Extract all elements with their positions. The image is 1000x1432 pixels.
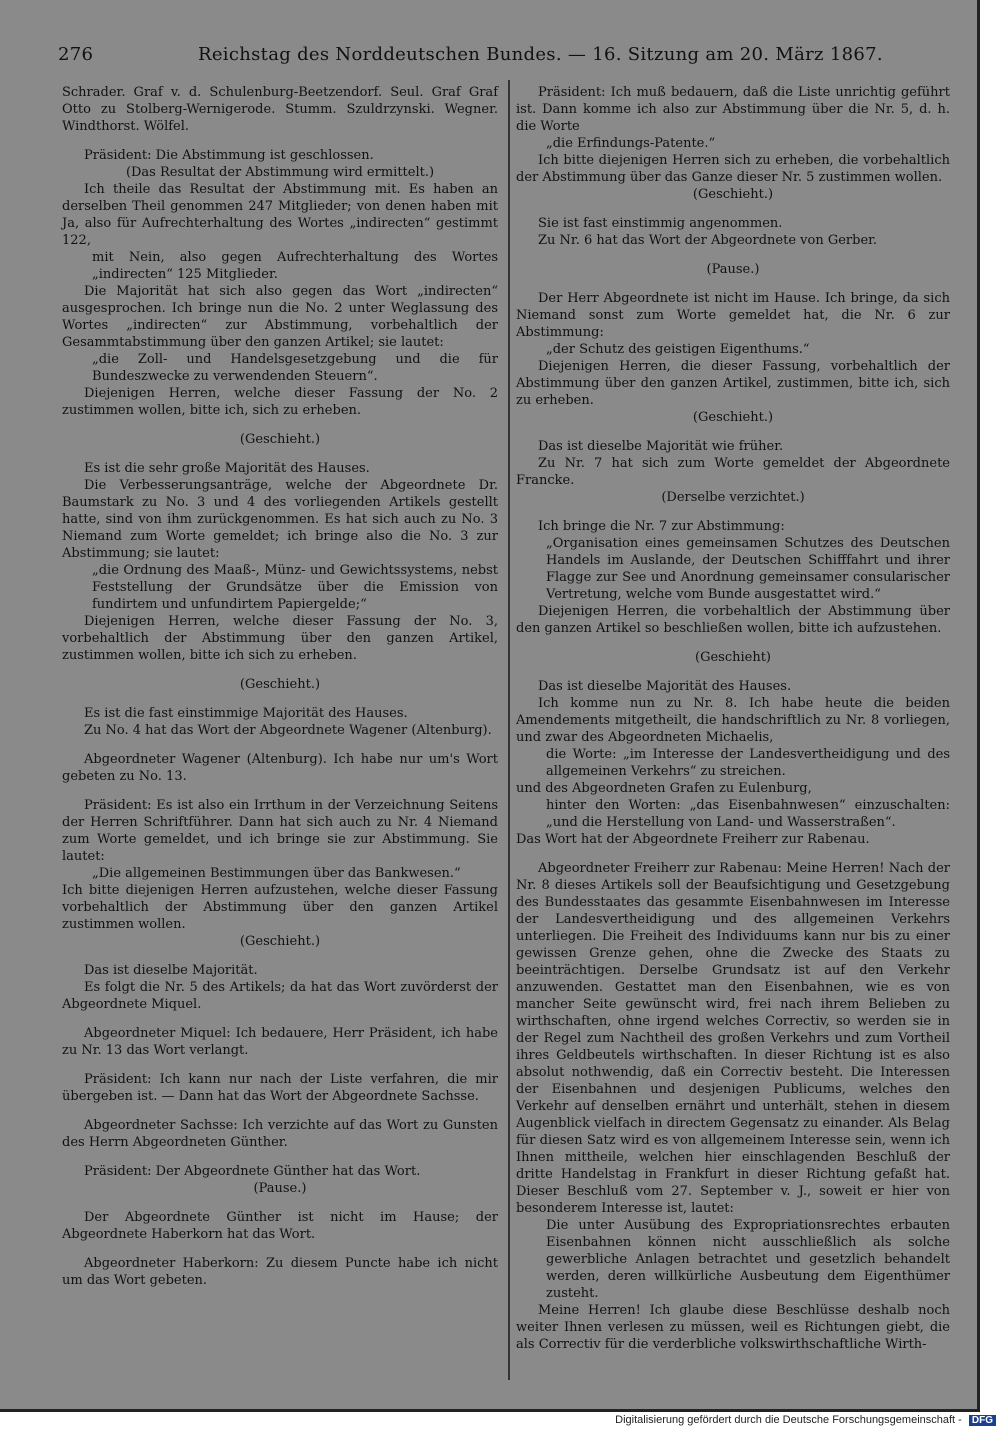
paragraph: Abgeordneter Freiherr zur Rabenau: Meine Herren! Nach der Nr. 8 dieses Artikels soll der Beaufsichtigung und Gesetzgebung des Bundesstaates das gesammte Eisenbahnwesen im Interesse der Landesvertheidigung und des allgemeinen Verkehrs unterliegen. Die Freiheit des Individuums kann nur bis zu einer gewissen Grenze gehen, ohne die Zwecke des Staats zu beeinträchtigen. Derselbe Grundsatz ist auf den Verkehr anzuwenden. Gestattet man den Eisenbahnen, wie es von mancher Seite gewünscht wird, frei nach ihrem Belieben zu wirthschaften, ohne irgend welches Correctiv, so werden sie in der Regel zum Nachtheil des großen Verkehrs und zum Vortheil ihres Geldbeutels wirthschaften. In dieser Richtung ist es also absolut nothwendig, daß ein Correctiv besteht. Die Interessen der Eisenbahnen und desjenigen Publicums, welches den Verkehr auf denselben ernährt und unterhält, stehen in diesem Augenblick vielfach in directem Gegensatz zu einander. Als Belag für diesen Satz wird es von allgemeinem Interesse sein, wenn ich Ihnen mittheile, welchen hier einschlagenden Beschluß der dritte Handelstag in Frankfurt in dieser Richtung gefaßt hat. Dieser Beschluß vom 27. September v. J., soweit er hier von besonderem Interesse ist, lautet:: [516, 861, 950, 1216]
column-divider: [508, 80, 510, 1380]
digitization-credit: [600, 1414, 1000, 1432]
paragraph: Ich bringe die Nr. 7 zur Abstimmung:: [538, 519, 785, 534]
paragraph: Präsident: Es ist also ein Irrthum in der Verzeichnung Seitens der Herren Schriftführer. Dann hat sich auch zu Nr. 4 Niemand zum Worte gemeldet, und ich bringe sie zur Abstimmung. Sie lautet:: [62, 798, 498, 864]
stage-direction: (Pause.): [253, 1181, 307, 1196]
paragraph: Die Verbesserungsanträge, welche der Abgeordnete Dr. Baumstark zu No. 3 und 4 des vorliegenden Artikels gestellt hatte, sind von ihm zurückgenommen. Es hat sich auch zu No. 3 Niemand zum Worte gemeldet; ich bringe also die No. 3 zur Abstimmung; sie lautet:: [62, 478, 498, 561]
stage-direction: (Geschieht): [695, 650, 771, 665]
dfg-logo: DFG: [969, 1415, 996, 1426]
quote: die Worte: „im Interesse der Landesvertheidigung und des allgemeinen Verkehrs“ zu streichen.: [546, 747, 950, 779]
paragraph: Präsident: Der Abgeordnete Günther hat das Wort.: [84, 1164, 421, 1179]
paragraph: Diejenigen Herren, die dieser Fassung, vorbehaltlich der Abstimmung über den ganzen Artikel, zustimmen, bitte ich, sich zu erheben.: [516, 359, 950, 408]
stage-direction: (Geschieht.): [239, 677, 321, 692]
right-column: [516, 84, 950, 1353]
paragraph: und des Abgeordneten Grafen zu Eulenburg,: [516, 781, 812, 796]
paragraph: Abgeordneter Wagener (Altenburg). Ich habe nur um's Wort gebeten zu No. 13.: [62, 752, 498, 784]
paragraph: Zu Nr. 7 hat sich zum Worte gemeldet der Abgeordnete Francke.: [516, 456, 950, 488]
stage-direction: (Geschieht.): [692, 410, 774, 425]
paragraph: Ich bitte diejenigen Herren sich zu erheben, die vorbehaltlich der Abstimmung über das Ganze dieser Nr. 5 zustimmen wollen.: [516, 153, 950, 185]
paragraph: Die Majorität hat sich also gegen das Wort „indirecten“ ausgesprochen. Ich bringe nun die No. 2 unter Weglassung des Wortes „indirecten“ zur Abstimmung, vorbehaltlich der Gesammtabstimmung über den ganzen Artikel; sie lautet:: [62, 284, 498, 350]
paragraph: Schrader. Graf v. d. Schulenburg-Beetzendorf. Seul. Graf Graf Otto zu Stolberg-Wernigerode. Stumm. Szuldrzynski. Wegner. Windthorst. Wölfel.: [62, 85, 498, 134]
stage-direction: (Geschieht.): [239, 934, 321, 949]
paragraph: Abgeordneter Haberkorn: Zu diesem Puncte habe ich nicht um das Wort gebeten.: [62, 1256, 498, 1288]
paragraph: Das ist dieselbe Majorität.: [84, 963, 258, 978]
stage-direction: (Geschieht.): [692, 187, 774, 202]
page-number: 276: [58, 44, 94, 65]
credit-text: Digitalisierung gefördert durch die Deutsche Forschungsgemeinschaft -: [615, 1414, 962, 1426]
paragraph: Ich bitte diejenigen Herren aufzustehen, welche dieser Fassung vorbehaltlich der Abstimmung über den ganzen Artikel zustimmen wollen.: [62, 883, 498, 932]
stage-direction: (Derselbe verzichtet.): [661, 490, 805, 505]
paragraph: Es ist die sehr große Majorität des Hauses.: [84, 461, 370, 476]
paragraph: Abgeordneter Sachsse: Ich verzichte auf das Wort zu Gunsten des Herrn Abgeordneten Günther.: [62, 1118, 498, 1150]
paragraph: Abgeordneter Miquel: Ich bedauere, Herr Präsident, ich habe zu Nr. 13 das Wort verlangt.: [62, 1026, 498, 1058]
paragraph: Der Herr Abgeordnete ist nicht im Hause. Ich bringe, da sich Niemand sonst zum Worte gemeldet hat, die Nr. 6 zur Abstimmung:: [516, 291, 950, 340]
paragraph: Das ist dieselbe Majorität des Hauses.: [538, 679, 792, 694]
quote: „die Erfindungs-Patente.“: [546, 136, 716, 151]
quote: „Organisation eines gemeinsamen Schutzes des Deutschen Handels im Auslande, der Deutschen Schifffahrt und ihrer Flagge zur See und Anordnung gemeinsamer consularischer Vertretung, welche vom Bunde ausgestattet wird.“: [546, 536, 950, 602]
quote: „Die allgemeinen Bestimmungen über das Bankwesen.“: [92, 866, 461, 881]
paragraph: Diejenigen Herren, welche dieser Fassung der No. 3, vorbehaltlich der Abstimmung über den ganzen Artikel, zustimmen wollen, bitte ich sich zu erheben.: [62, 614, 498, 663]
paragraph: Zu No. 4 hat das Wort der Abgeordnete Wagener (Altenburg).: [84, 723, 492, 738]
paragraph: Diejenigen Herren, die vorbehaltlich der Abstimmung über den ganzen Artikel so beschließen wollen, bitte ich aufzustehen.: [516, 604, 950, 636]
paragraph: Es ist die fast einstimmige Majorität des Hauses.: [84, 706, 408, 721]
paragraph: mit Nein, also gegen Aufrechterhaltung des Wortes „indirecten“ 125 Mitglieder.: [92, 250, 498, 282]
paragraph: Ich theile das Resultat der Abstimmung mit. Es haben an derselben Theil genommen 247 Mitglieder; von denen haben mit Ja, also für Aufrechterhaltung des Wortes „indirecten“ gestimmt 122,: [62, 182, 498, 248]
stage-direction: (Geschieht.): [239, 432, 321, 447]
quote: „die Zoll- und Handelsgesetzgebung und die für Bundeszwecke zu verwendenden Steuern“.: [92, 352, 498, 384]
page-header: [58, 44, 938, 70]
paragraph: Präsident: Ich kann nur nach der Liste verfahren, die mir übergeben ist. — Dann hat das Wort der Abgeordnete Sachsse.: [62, 1072, 498, 1104]
paragraph: Präsident: Ich muß bedauern, daß die Liste unrichtig geführt ist. Dann komme ich also zur Abstimmung über die Nr. 5, d. h. die Worte: [516, 85, 950, 134]
running-title: Reichstag des Norddeutschen Bundes. — 16. Sitzung am 20. März 1867.: [198, 44, 883, 65]
paragraph: Es folgt die Nr. 5 des Artikels; da hat das Wort zuvörderst der Abgeordnete Miquel.: [62, 980, 498, 1012]
paragraph: Meine Herren! Ich glaube diese Beschlüsse deshalb noch weiter Ihnen verlesen zu müssen, weil es Richtungen giebt, die als Correctiv für die verderbliche volkswirthschaftliche Wirth-: [516, 1303, 950, 1352]
paragraph: Diejenigen Herren, welche dieser Fassung der No. 2 zustimmen wollen, bitte ich, sich zu erheben.: [62, 386, 498, 418]
quote: Die unter Ausübung des Expropriationsrechtes erbauten Eisenbahnen können nicht ausschließlich als solche gewerbliche Anlagen betrachtet und gesetzlich behandelt werden, deren willkürliche Ausbeutung dem Eigenthümer zusteht.: [546, 1218, 950, 1301]
paragraph: Das ist dieselbe Majorität wie früher.: [538, 439, 784, 454]
paragraph: (Das Resultat der Abstimmung wird ermittelt.): [125, 165, 435, 180]
quote: hinter den Worten: „das Eisenbahnwesen“ einzuschalten: „und die Herstellung von Land- und Wasserstraßen“.: [546, 798, 950, 830]
left-column: [62, 84, 498, 1289]
stage-direction: (Pause.): [706, 262, 760, 277]
paragraph: Präsident: Die Abstimmung ist geschlossen.: [84, 148, 374, 163]
paragraph: Der Abgeordnete Günther ist nicht im Hause; der Abgeordnete Haberkorn hat das Wort.: [62, 1210, 498, 1242]
paragraph: Zu Nr. 6 hat das Wort der Abgeordnete von Gerber.: [538, 233, 878, 248]
paragraph: Das Wort hat der Abgeordnete Freiherr zur Rabenau.: [516, 832, 870, 847]
paragraph: Ich komme nun zu Nr. 8. Ich habe heute die beiden Amendements mitgetheilt, die handschriftlich zu Nr. 8 vorliegen, und zwar des Abgeordneten Michaelis,: [516, 696, 950, 745]
paragraph: Sie ist fast einstimmig angenommen.: [538, 216, 783, 231]
quote: „der Schutz des geistigen Eigenthums.“: [546, 342, 810, 357]
quote: „die Ordnung des Maaß-, Münz- und Gewichtssystems, nebst Feststellung der Grundsätze über die Emission von fundirtem und unfundirtem Papiergelde;“: [92, 563, 498, 612]
